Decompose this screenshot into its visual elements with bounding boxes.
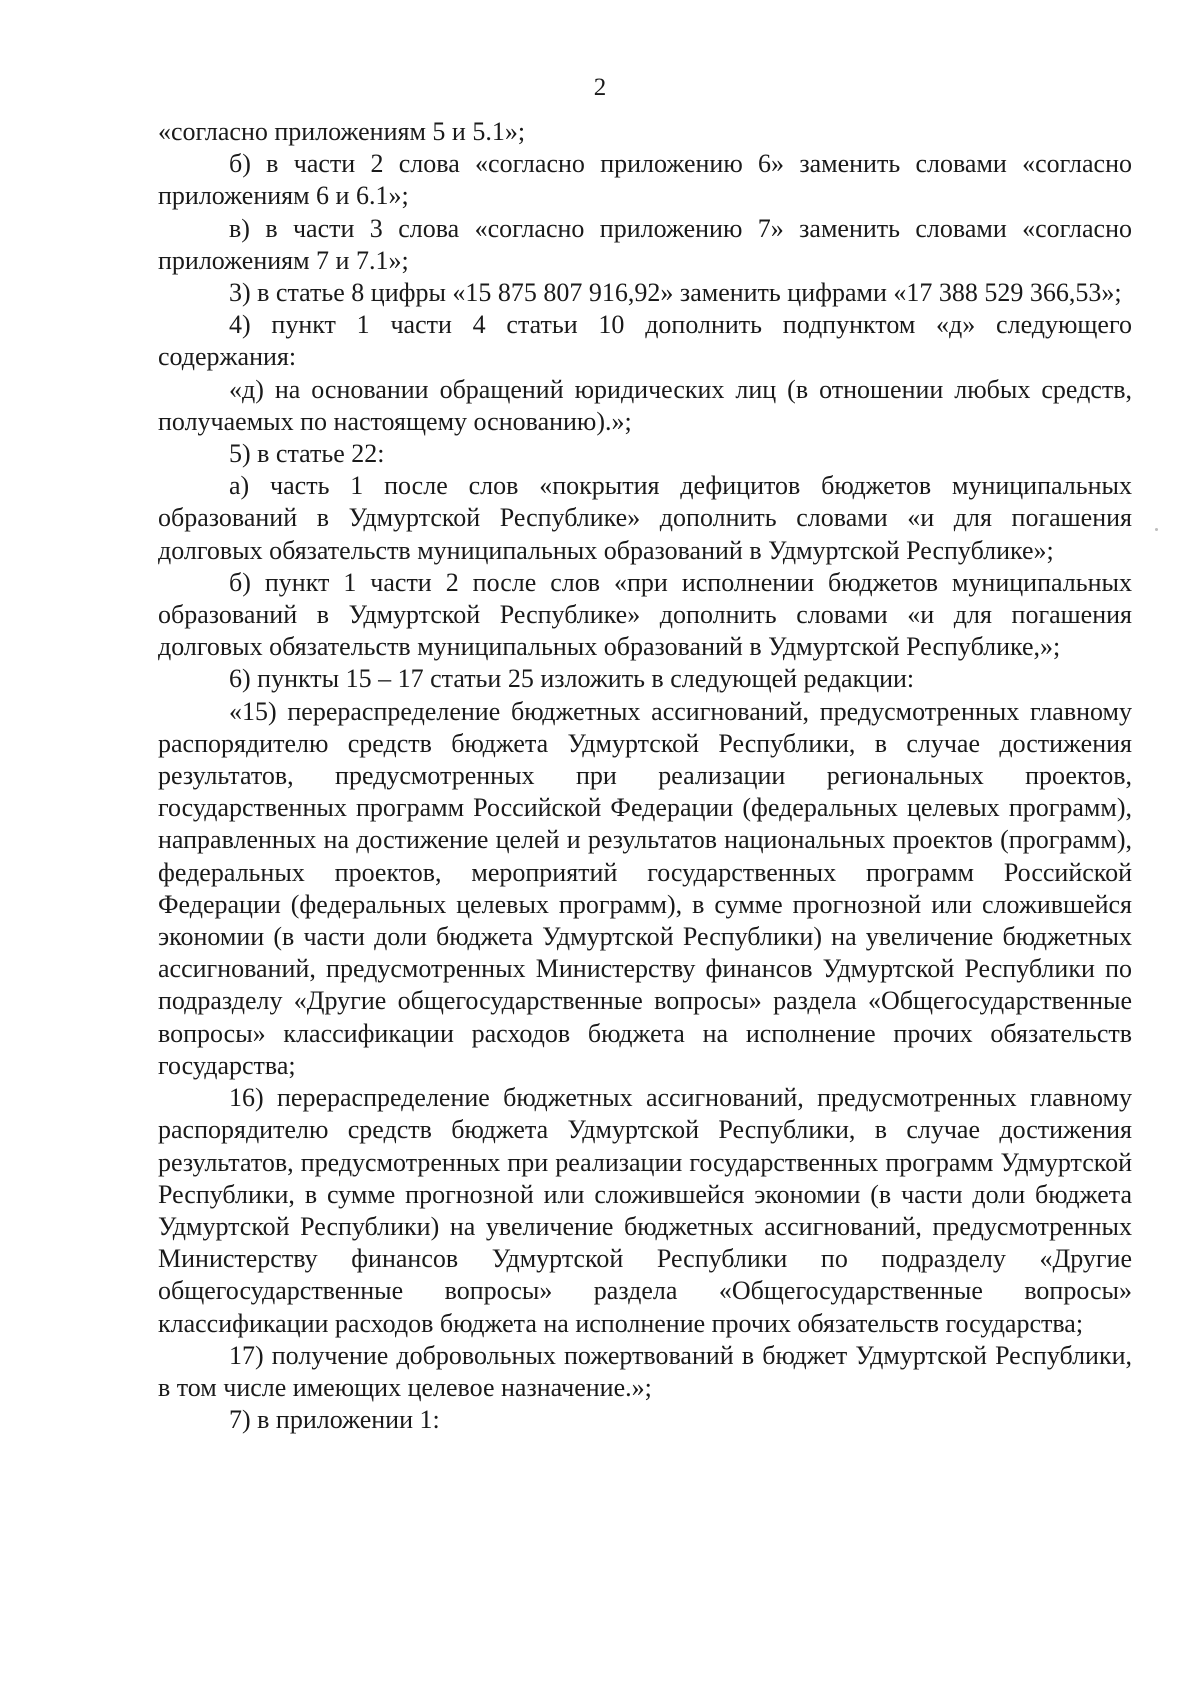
paragraph-subitem-d: «д) на основании обращений юридических лиц (в отношении любых средств, получаемых по настоящему основанию).»; bbox=[158, 374, 1132, 436]
paragraph-item-3-article-8: 3) в статье 8 цифры «15 875 807 916,92» заменить цифрами «17 388 529 366,53»; bbox=[229, 278, 1122, 308]
paragraph-item-b-part-2: б) в части 2 слова «согласно приложению 6» заменить словами «согласно приложениям 6 и 6.1»; bbox=[158, 149, 1132, 211]
paragraph-point-17: 17) получение добровольных пожертвований в бюджет Удмуртской Республики, в том числе имеющих целевое назначение.»; bbox=[158, 1340, 1132, 1402]
document-body bbox=[158, 116, 1132, 1436]
paragraph-point-15: «15) перераспределение бюджетных ассигнований, предусмотренных главному распорядителю средств бюджета Удмуртской Республики, в случае достижения результатов, предусмотренных при реализации региональных проектов, государственных программ Российской Федерации (федеральных целевых программ), направленных на достижение целей и результатов национальных проектов (программ), федеральных проектов, мероприятий государственных программ Российской Федерации (федеральных целевых программ), в сумме прогнозной или сложившейся экономии (в части доли бюджета Удмуртской Республики) на увеличение бюджетных ассигнований, предусмотренных Министерству финансов Удмуртской Республики по подразделу «Другие общегосударственные вопросы» раздела «Общегосударственные вопросы» классификации расходов бюджета на исполнение прочих обязательств государства; bbox=[158, 696, 1132, 1080]
paragraph-item-7-appendix-1: 7) в приложении 1: bbox=[229, 1405, 440, 1435]
paragraph-item-b-part-2-point-1: б) пункт 1 части 2 после слов «при исполнении бюджетов муниципальных образований в Удмуртской Республике» дополнить словами «и для погашения долговых обязательств муниципальных образований в Удмуртской Республике,»; bbox=[158, 567, 1132, 662]
paragraph-item-6-article-25: 6) пункты 15 – 17 статьи 25 изложить в следующей редакции: bbox=[229, 664, 915, 694]
paragraph-item-4-article-10: 4) пункт 1 части 4 статьи 10 дополнить подпунктом «д» следующего содержания: bbox=[158, 310, 1132, 372]
scan-dust-mark bbox=[1155, 528, 1158, 531]
paragraph-point-16: 16) перераспределение бюджетных ассигнований, предусмотренных главному распорядителю средств бюджета Удмуртской Республики, в случае достижения результатов, предусмотренных при реализации государственных программ Удмуртской Республики, в сумме прогнозной или сложившейся экономии (в части доли бюджета Удмуртской Республики) на увеличение бюджетных ассигнований, предусмотренных Министерству финансов Удмуртской Республики по подразделу «Другие общегосударственные вопросы» раздела «Общегосударственные вопросы» классификации расходов бюджета на исполнение прочих обязательств государства; bbox=[158, 1083, 1132, 1338]
page-number: 2 bbox=[593, 74, 607, 101]
paragraph-continuation: «согласно приложениям 5 и 5.1»; bbox=[158, 117, 526, 146]
paragraph-item-5-article-22: 5) в статье 22: bbox=[229, 439, 385, 469]
paragraph-item-v-part-3: в) в части 3 слова «согласно приложению 7» заменить словами «согласно приложениям 7 и 7.1»; bbox=[158, 213, 1132, 275]
paragraph-item-a-part-1: а) часть 1 после слов «покрытия дефицитов бюджетов муниципальных образований в Удмуртской Республике» дополнить словами «и для погашения долговых обязательств муниципальных образований в Удмуртской Республике»; bbox=[158, 471, 1132, 565]
